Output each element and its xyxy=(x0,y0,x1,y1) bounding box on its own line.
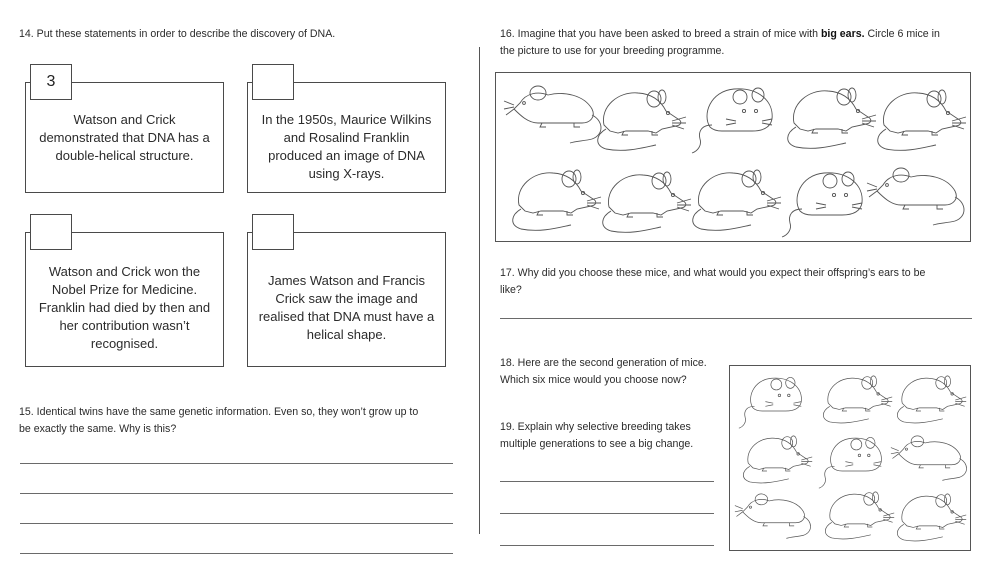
card-text-line: helical shape. xyxy=(306,327,387,342)
mouse-icon xyxy=(891,436,967,480)
mouse-icon xyxy=(504,86,601,143)
answer-line-q15-1[interactable] xyxy=(20,463,453,464)
question-16-prompt xyxy=(500,26,940,60)
answer-line-q15-2[interactable] xyxy=(20,493,453,494)
mouse-icon xyxy=(819,437,882,488)
prompt-line: multiple generations to see a big change. xyxy=(500,438,694,450)
card-text-line: Watson and Crick xyxy=(73,112,176,127)
mice-illustration xyxy=(496,73,972,243)
card-text-line: Nobel Prize for Medicine. xyxy=(51,282,198,297)
card-text-line: using X-rays. xyxy=(308,166,385,181)
order-box-3[interactable] xyxy=(30,214,72,250)
mouse-icon xyxy=(878,90,966,150)
mouse-icon xyxy=(897,376,966,423)
card-text-line: produced an image of DNA xyxy=(268,148,425,163)
column-divider xyxy=(479,47,480,534)
card-text-line: demonstrated that DNA has a xyxy=(39,130,210,145)
order-box-1[interactable]: 3 xyxy=(30,64,72,100)
mouse-icon xyxy=(739,377,802,428)
card-text-line: realised that DNA must have a xyxy=(258,309,435,324)
first-generation-mice-picture[interactable] xyxy=(495,72,971,242)
prompt-line: 16. Imagine that you have been asked to breed a strain of mice with big ears. Circle 6 mice in xyxy=(500,28,940,40)
answer-line-q19-1[interactable] xyxy=(500,481,714,482)
mouse-icon xyxy=(513,170,601,230)
card-text-line: Crick saw the image and xyxy=(275,291,418,306)
card-text-line: In the 1950s, Maurice Wilkins xyxy=(261,112,432,127)
card-text-line: recognised. xyxy=(90,336,159,351)
mice-illustration xyxy=(730,366,972,552)
prompt-line: the picture to use for your breeding programme. xyxy=(500,45,725,57)
answer-line-q19-3[interactable] xyxy=(500,545,714,546)
mouse-icon xyxy=(598,90,686,150)
prompt-line: be exactly the same. Why is this? xyxy=(19,423,177,435)
order-box-4[interactable] xyxy=(252,214,294,250)
mouse-icon xyxy=(823,376,892,423)
card-text-line: James Watson and Francis xyxy=(267,273,426,288)
mouse-icon xyxy=(692,88,772,153)
prompt-line: 17. Why did you choose these mice, and what would you expect their offspring’s ears to be xyxy=(500,267,926,279)
statement-card-3 xyxy=(25,232,224,367)
card-text-line: Franklin had died by then and xyxy=(38,300,211,315)
prompt-line: Which six mice would you choose now? xyxy=(500,374,687,386)
mouse-icon xyxy=(897,494,966,541)
answer-line-q19-2[interactable] xyxy=(500,513,714,514)
mouse-icon xyxy=(782,172,862,237)
question-19-prompt xyxy=(500,419,693,453)
statement-card-4 xyxy=(247,232,446,367)
prompt-line: 19. Explain why selective breeding takes xyxy=(500,421,691,433)
question-15-prompt xyxy=(19,404,418,438)
mouse-icon xyxy=(603,172,691,232)
prompt-line: 18. Here are the second generation of mice. xyxy=(500,357,707,369)
mouse-icon xyxy=(693,170,781,230)
card-text-line: Watson and Crick won the xyxy=(48,264,201,279)
card-text-line: her contribution wasn’t xyxy=(59,318,190,333)
answer-line-q15-3[interactable] xyxy=(20,523,453,524)
mouse-icon xyxy=(735,494,811,538)
prompt-line: 15. Identical twins have the same genetic information. Even so, they won’t grow up to xyxy=(19,406,419,418)
question-14-prompt: 14. Put these statements in order to describe the discovery of DNA. xyxy=(19,28,336,40)
mouse-icon xyxy=(825,492,894,539)
second-generation-mice-picture[interactable] xyxy=(729,365,971,551)
card-text-line: double-helical structure. xyxy=(55,148,194,163)
card-text-line: and Rosalind Franklin xyxy=(283,130,410,145)
mouse-icon xyxy=(743,436,812,483)
order-box-2[interactable] xyxy=(252,64,294,100)
mouse-icon xyxy=(867,168,964,225)
prompt-line: like? xyxy=(500,284,522,296)
question-17-prompt xyxy=(500,265,925,299)
answer-line-q17[interactable] xyxy=(500,318,972,319)
mouse-icon xyxy=(788,88,876,148)
question-18-prompt xyxy=(500,355,707,389)
answer-line-q15-4[interactable] xyxy=(20,553,453,554)
